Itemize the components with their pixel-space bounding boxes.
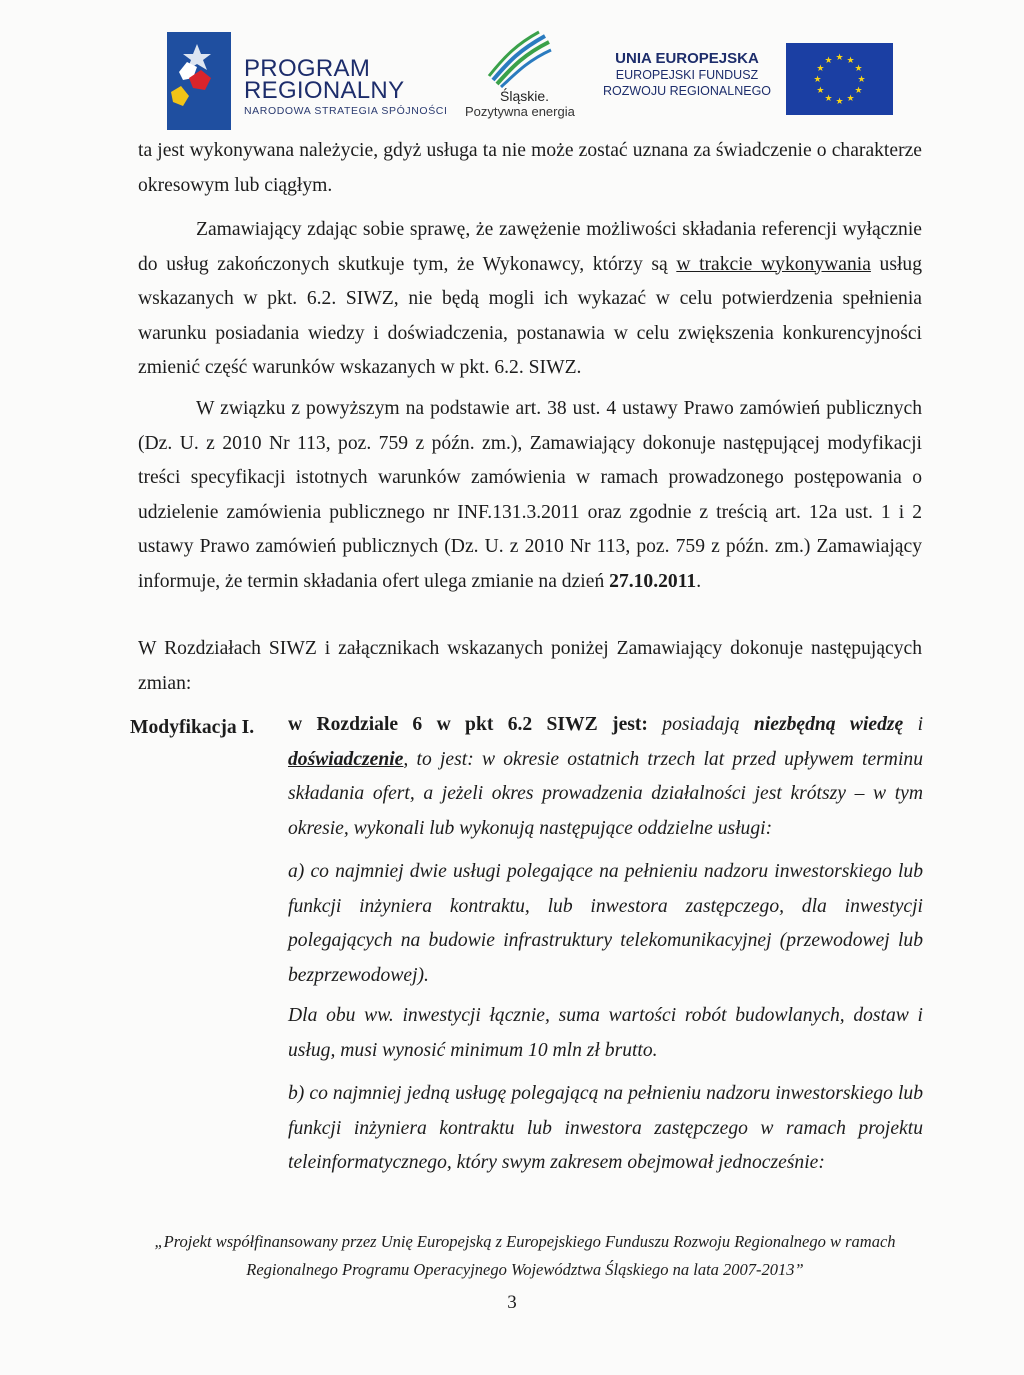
program-regionalny-logo	[167, 32, 457, 132]
footer-line1: „Projekt współfinansowany przez Unię Europejską z Europejskiego Funduszu Rozwoju Regionalnego w ramach	[154, 1232, 896, 1251]
eu-star-icon: ★	[824, 54, 833, 65]
paragraph-3	[138, 392, 922, 599]
paragraph-2-text-b: usług wskazanych w pkt. 6.2. SIWZ, nie będą mogli ich wykazać w celu potwierdzenia spełnienia warunku posiadania wiedzy i doświadczenia, postanawia w celu zwiększenia konkurencyjności zmienić część warunków wskazanych w pkt. 6.2. SIWZ.	[138, 253, 922, 378]
star-flag-icon	[167, 32, 231, 130]
eu-star-icon: ★	[813, 74, 822, 84]
eu-star-icon: ★	[854, 85, 863, 95]
eu-star-icon: ★	[846, 93, 855, 104]
cofinancing-footer	[110, 1228, 940, 1284]
paragraph-2-underlined: w trakcie wykonywania	[676, 253, 871, 275]
eu-stars	[786, 43, 893, 115]
paragraph-1: ta jest wykonywana należycie, gdyż usługa ta nie może zostać uznana za świadczenie o charakterze okresowym lub ciągłym.	[138, 140, 922, 196]
modification-bold-italic-2: doświadczenie	[288, 748, 404, 770]
eu-flag-icon	[786, 43, 893, 115]
footer-line2: Regionalnego Programu Operacyjnego Województwa Śląskiego na lata 2007-2013”	[246, 1260, 804, 1279]
paragraph-2-text-a: Zamawiający zdając sobie sprawę, że zawężenie możliwości składania referencji wyłącznie do usług zakończonych skutkuje tym, że Wykonawcy, którzy są	[138, 219, 922, 275]
paragraph-3-end: .	[696, 570, 702, 592]
eu-star-icon: ★	[854, 63, 863, 73]
slaskie-wave-icon	[485, 30, 555, 88]
page-number: 3	[507, 1292, 517, 1313]
deadline-date: 27.10.2011	[609, 570, 697, 592]
program-regionalny-emblem	[167, 32, 231, 130]
slaskie-name: Śląskie.	[500, 88, 550, 104]
eu-star-icon: ★	[846, 54, 855, 65]
program-logo-line2: REGIONALNY	[244, 77, 405, 104]
program-logo-line1: PROGRAM	[244, 55, 371, 82]
eu-fund-text	[598, 50, 776, 99]
modification-item-a: a) co najmniej dwie usługi polegające na pełnieniu nadzoru inwestorskiego lub funkcji inżyniera kontraktu, lub inwestora zastępczego, dla inwestycji polegających na budowie infrastruktury telekomunikacyjnej (przewodowej lub bezprzewodowej).	[288, 861, 923, 986]
modification-bold-italic-1: niezbędną wiedzę	[753, 714, 904, 735]
eu-line1: UNIA EUROPEJSKA	[615, 50, 759, 67]
eu-star-icon: ★	[816, 63, 825, 73]
modification-heading: w Rozdziale 6 w pkt 6.2 SIWZ jest:	[288, 714, 648, 735]
eu-line3: ROZWOJU REGIONALNEGO	[602, 84, 772, 98]
slaskie-logo	[463, 30, 573, 125]
paragraph-2	[138, 213, 922, 386]
eu-star-icon: ★	[857, 74, 866, 84]
modification-item-b: b) co najmniej jedną usługę polegającą na pełnieniu nadzoru inwestorskiego lub funkcji inżyniera kontraktu lub inwestora zastępczego w ramach projektu teleinformatycznego, który swym zakresem obejmował jednocześnie:	[288, 1083, 923, 1173]
eu-star-icon: ★	[835, 96, 844, 106]
program-logo-line3: NARODOWA STRATEGIA SPÓJNOŚCI	[244, 105, 448, 117]
paragraph-3-text: W związku z powyższym na podstawie art. 38 ust. 4 ustawy Prawo zamówień publicznych (Dz. U. z 2010 Nr 113, poz. 759 z późn. zm.), Zamawiający dokonuje następującej modyfikacji treści specyfikacji istotnych warunków zamówienia w ramach prowadzonego postępowania o udzielenie zamówienia publicznego nr INF.131.3.2011 oraz zgodnie z treścią art. 12a ust. 1 i 2 ustawy Prawo zamówień publicznych (Dz. U. z 2010 Nr 113, poz. 759 z późn. zm.) Zamawiający informuje, że termin składania ofert ulega zmianie na dzień	[138, 398, 922, 592]
modification-label: Modyfikacja I.	[130, 717, 255, 738]
modification-text-2: i	[903, 714, 924, 735]
slaskie-tagline: Pozytywna energia	[465, 104, 575, 119]
paragraph-4: W Rozdziałach SIWZ i załącznikach wskazanych poniżej Zamawiający dokonuje następujących zmian:	[138, 638, 922, 694]
eu-star-icon: ★	[824, 93, 833, 104]
modification-intro	[288, 708, 923, 846]
eu-star-icon: ★	[816, 85, 825, 95]
eu-star-icon: ★	[835, 52, 844, 62]
eu-line2: EUROPEJSKI FUNDUSZ	[615, 68, 759, 82]
modification-text-3: , to jest: w okresie ostatnich trzech lat przed upływem terminu składania ofert, a jeżeli okres prowadzenia działalności jest krótszy – w tym okresie, wykonali lub wykonują następujące oddzielne usługi:	[288, 748, 923, 839]
modification-text-1: posiadają	[647, 714, 754, 735]
modification-item-a-total: Dla obu ww. inwestycji łącznie, suma wartości robót budowlanych, dostaw i usług, musi wynosić minimum 10 mln zł brutto.	[288, 1005, 923, 1061]
